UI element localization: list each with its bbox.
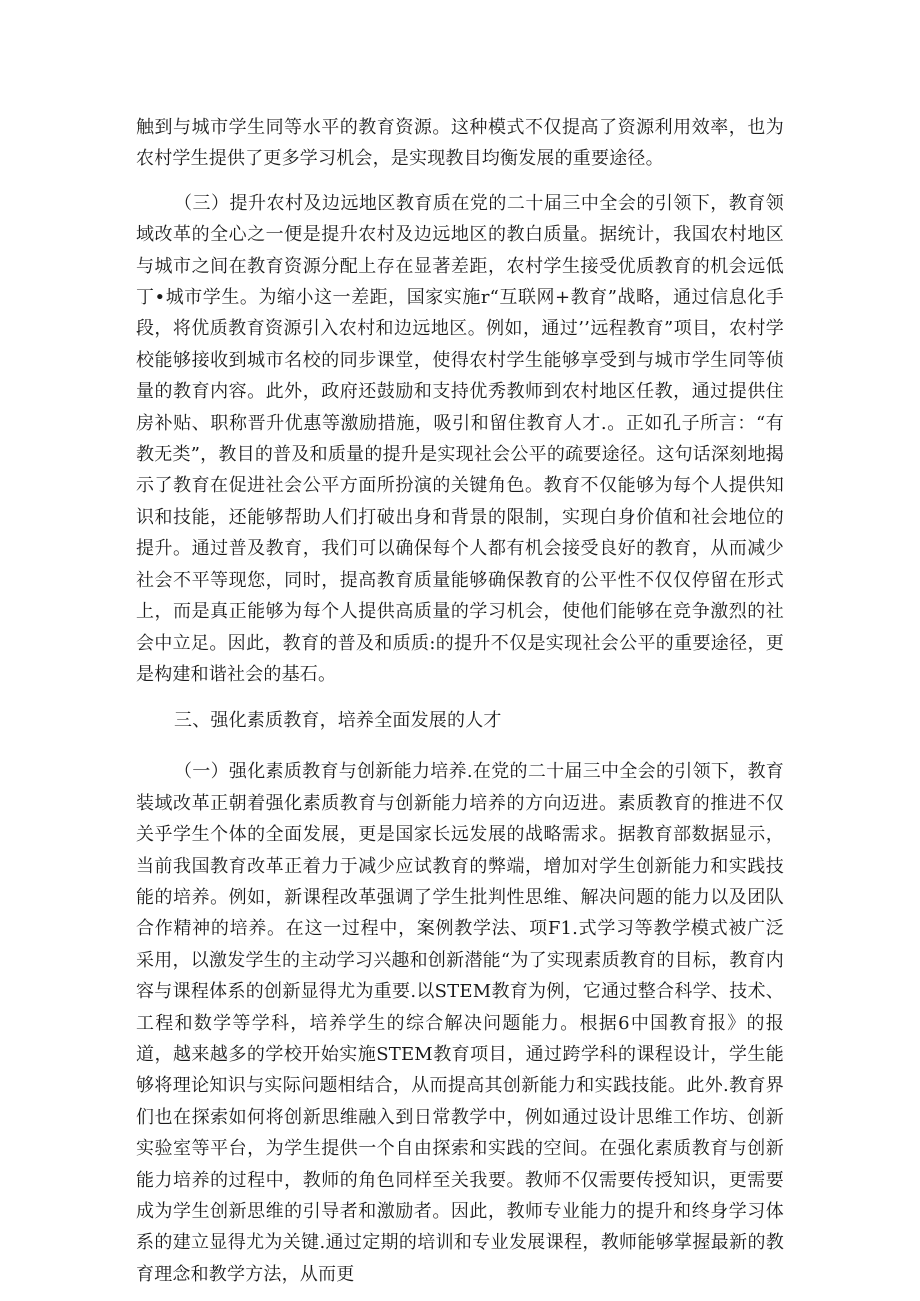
section-heading: 三、强化素质教育，培养全面发展的人才 — [174, 710, 502, 732]
paragraph-quality-education-innovation: （一）强化素质教育与创新能力培养.在党的二十届三中全会的引领下，教育装域改革正朝着强化素质教育与创新能力培养的方向迈进。素质教育的推进不仅关乎学生个体的全面发展，更是国家长远发展的战略需求。据教育部数据显示，当前我国教育改革正着力于减少应试教育的弊端，增加对学生创新能力和实践技能的培养。例如，新课程改革强调了学生批判性思维、解决问题的能力以及团队合作精神的培养。在这一过程中，案例教学法、项F1.式学习等教学模式被广泛采用，以激发学生的主动学习兴趣和创新潜能“为了实现素质教育的目标，教育内容与课程体系的创新显得尤为重要.以STEM教育为例，它通过整合科学、技术、工程和数学等学科，培养学生的综合解决问题能力。根据6中国教育报》的报道，越来越多的学校开始实施STEM教育项目，通过跨学科的课程设计，学生能够将理论知识与实际问题相结合，从而提高其创新能力和实践技能。此外.教育界们也在探索如何将创新思维融入到日常教学中，例如通过设计思维工作坊、创新实验室等平台，为学生提供一个自由探索和实践的空间。在强化素质教育与创新能力培养的过程中，教师的角色同样至关我要。教师不仅需要传授知识，更需要成为学生创新思维的引导者和激励者。因此，教师专业能力的提升和终身学习体系的建立显得尤为关键.通过定期的培训和专业发展课程，教师能够掌握最新的教育理念和教学方法，从而更 — [136, 761, 784, 1285]
paragraph-rural-resources-continued: 触到与城市学生同等水平的教育资源。这种模式不仅提高了资源利用效率，也为农村学生提供了更多学习机会，是实现教目均衡发展的重要途径。 — [136, 117, 784, 170]
paragraph-rural-education-quality: （三）提升农村及边远地区教育质在党的二十届三中全会的引领下，教育领域改革的全心之一便是提升农村及边远地区的教白质量。据统计，我国农村地区与城市之间在教育资源分配上存在显著差距，农村学生接受优质教育的机会远低丁•城市学生。为缩小这一差距，国家实施r“互联网+教育”战略，通过信息化手段，将优质教育资源引入农村和边远地区。例如，通过’’远程教育”项目，农村学校能够接收到城市名校的同步课堂，使得农村学生能够享受到与城市学生同等侦量的教育内容。此外，政府还鼓励和支持优秀教师到农村地区任教，通过提供住房补贴、职称晋升优惠等激励措施，吸引和留住教育人才.。正如孔子所言：“有教无类”，教目的普及和质量的提升是实现社会公平的疏要途径。这句话深刻地揭示了教育在促进社会公平方面所扮演的关键角色。教育不仅能够为每个人提供知识和技能，还能够帮助人们打破出身和背景的限制，实现白身价值和社会地位的提升。通过普及教育，我们可以确保每个人都有机会接受良好的教育，从而减少社会不平等现您，同时，提高教育质量能够确保教育的公平性不仅仅停留在形式上，而是真正能够为每个人提供高质量的学习机会，使他们能够在竞争激烈的社会中立足。因此，教育的普及和质质:的提升不仅是实现社会公平的重要途径，更是构建和谐社会的基石。 — [136, 192, 784, 685]
document-body — [136, 112, 784, 1290]
